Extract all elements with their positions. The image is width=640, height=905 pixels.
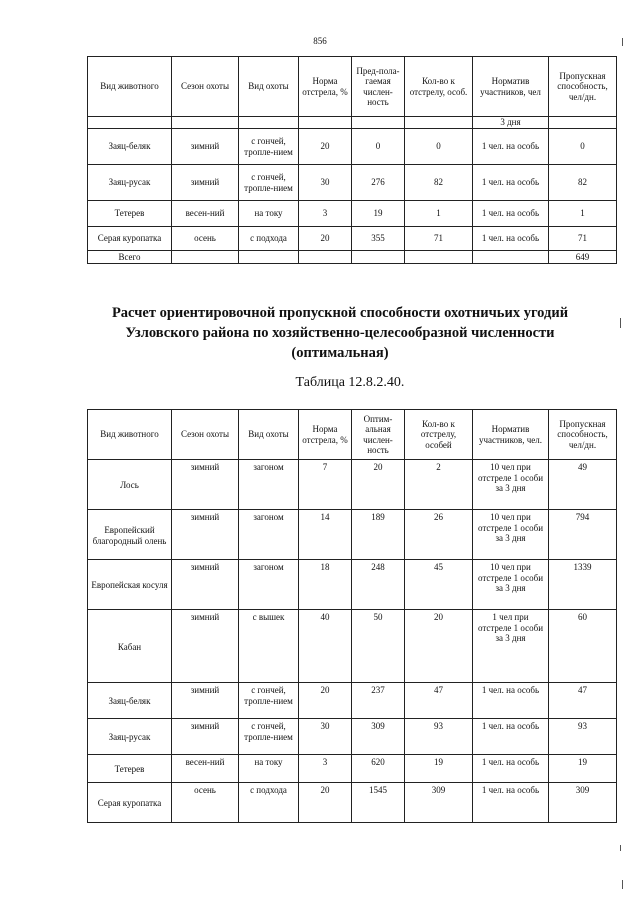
- cell: с подхода: [239, 227, 299, 251]
- cell: 82: [549, 165, 617, 201]
- cell: 309: [549, 783, 617, 823]
- cell: 0: [549, 129, 617, 165]
- cell: 10 чел при отстреле 1 особи за 3 дня: [473, 460, 549, 510]
- cell: 20: [405, 610, 473, 683]
- cell: 3: [299, 755, 352, 783]
- cell: 30: [299, 165, 352, 201]
- cell: 7: [299, 460, 352, 510]
- table-row: [88, 201, 617, 227]
- cell: зимний: [172, 510, 239, 560]
- cell: загоном: [239, 460, 299, 510]
- cell: 49: [549, 460, 617, 510]
- cell: 20: [299, 129, 352, 165]
- table-row: [88, 755, 617, 783]
- scan-edge-mark: [622, 38, 623, 46]
- cell: Лось: [88, 460, 172, 510]
- table-bottom: [87, 409, 617, 823]
- cell: осень: [172, 783, 239, 823]
- table-header-row: [88, 57, 617, 117]
- cell: Заяц-беляк: [88, 129, 172, 165]
- header-cell: Пред-пола-гаемая числен-ность: [352, 57, 405, 117]
- cell: с вышек: [239, 610, 299, 683]
- cell: 19: [352, 201, 405, 227]
- cell: 47: [405, 683, 473, 719]
- cell: загоном: [239, 510, 299, 560]
- cell: 0: [405, 129, 473, 165]
- cell: 30: [299, 719, 352, 755]
- cell: 1: [405, 201, 473, 227]
- cell: 276: [352, 165, 405, 201]
- table-row: [88, 560, 617, 610]
- cell: зимний: [172, 719, 239, 755]
- cell: зимний: [172, 460, 239, 510]
- header-cell: Норма отстрела, %: [299, 410, 352, 460]
- cell: с гончей, тропле-нием: [239, 719, 299, 755]
- cell: 93: [405, 719, 473, 755]
- cell: 1 чел. на особь: [473, 129, 549, 165]
- cell: 1 чел. на особь: [473, 683, 549, 719]
- header-cell: Пропускная способность, чел/дн.: [549, 57, 617, 117]
- section-heading: [60, 303, 620, 363]
- cell: 20: [299, 783, 352, 823]
- cell: 47: [549, 683, 617, 719]
- table-row: [88, 783, 617, 823]
- cell: 82: [405, 165, 473, 201]
- cell: 189: [352, 510, 405, 560]
- cell: Серая куропатка: [88, 783, 172, 823]
- cell: 20: [352, 460, 405, 510]
- table-row: [88, 227, 617, 251]
- cell: 620: [352, 755, 405, 783]
- table-row: [88, 719, 617, 755]
- cell: 10 чел при отстреле 1 особи за 3 дня: [473, 510, 549, 560]
- cell: 2: [405, 460, 473, 510]
- cell: 0: [352, 129, 405, 165]
- cell: 1339: [549, 560, 617, 610]
- cell: Европейская косуля: [88, 560, 172, 610]
- header-cell: Норма отстрела, %: [299, 57, 352, 117]
- header-cell: Вид животного: [88, 57, 172, 117]
- cell: 45: [405, 560, 473, 610]
- cell: с гончей, тропле-нием: [239, 683, 299, 719]
- cell: с гончей, тропле-нием: [239, 129, 299, 165]
- header-cell: Оптим-альная числен-ность: [352, 410, 405, 460]
- cell: Заяц-русак: [88, 165, 172, 201]
- cell: загоном: [239, 560, 299, 610]
- cell: Тетерев: [88, 201, 172, 227]
- cell: 26: [405, 510, 473, 560]
- header-cell: Вид охоты: [239, 410, 299, 460]
- table-row: [88, 610, 617, 683]
- scan-edge-mark: [620, 845, 621, 851]
- cell: 60: [549, 610, 617, 683]
- cell: 19: [405, 755, 473, 783]
- heading-line: Расчет ориентировочной пропускной способности охотничьих угодий: [111, 305, 569, 321]
- header-cell: Сезон охоты: [172, 57, 239, 117]
- table-row: [88, 460, 617, 510]
- scan-edge-mark: [622, 880, 623, 889]
- cell: 1: [549, 201, 617, 227]
- cell: 237: [352, 683, 405, 719]
- cell: с гончей, тропле-нием: [239, 165, 299, 201]
- cell: зимний: [172, 129, 239, 165]
- cell: 93: [549, 719, 617, 755]
- cell: с подхода: [239, 783, 299, 823]
- table-total-row: [88, 251, 617, 264]
- cell: 1 чел. на особь: [473, 227, 549, 251]
- cell: зимний: [172, 165, 239, 201]
- header-cell: Вид животного: [88, 410, 172, 460]
- scan-edge-mark: [620, 318, 621, 328]
- cell: 355: [352, 227, 405, 251]
- cell: 1 чел. на особь: [473, 755, 549, 783]
- header-cell: Пропускная способность, чел/дн.: [549, 410, 617, 460]
- total-value: 649: [549, 251, 617, 264]
- cell: 1 чел. на особь: [473, 201, 549, 227]
- cell: 71: [405, 227, 473, 251]
- cell: 3: [299, 201, 352, 227]
- table-note-row: [88, 117, 617, 129]
- heading-line: (оптимальная): [291, 345, 389, 361]
- table-top: [87, 56, 617, 264]
- table-header-row: [88, 410, 617, 460]
- cell: 309: [405, 783, 473, 823]
- cell: Тетерев: [88, 755, 172, 783]
- table-row: [88, 129, 617, 165]
- cell: зимний: [172, 610, 239, 683]
- cell: 1 чел. на особь: [473, 719, 549, 755]
- cell: 10 чел при отстреле 1 особи за 3 дня: [473, 560, 549, 610]
- cell: зимний: [172, 683, 239, 719]
- cell: осень: [172, 227, 239, 251]
- table-row: [88, 165, 617, 201]
- cell: Заяц-беляк: [88, 683, 172, 719]
- cell: 794: [549, 510, 617, 560]
- header-cell: Норматив участников, чел: [473, 57, 549, 117]
- cell: Заяц-русак: [88, 719, 172, 755]
- cell: 20: [299, 227, 352, 251]
- cell: 14: [299, 510, 352, 560]
- cell: 71: [549, 227, 617, 251]
- total-label: Всего: [88, 251, 172, 264]
- cell: Кабан: [88, 610, 172, 683]
- cell: 1545: [352, 783, 405, 823]
- cell: 40: [299, 610, 352, 683]
- cell: 50: [352, 610, 405, 683]
- cell: на току: [239, 201, 299, 227]
- cell: 1 чел. на особь: [473, 165, 549, 201]
- cell: весен-ний: [172, 755, 239, 783]
- cell: зимний: [172, 560, 239, 610]
- header-cell: Норматив участников, чел.: [473, 410, 549, 460]
- header-cell: Вид охоты: [239, 57, 299, 117]
- heading-line: Узловского района по хозяйственно-целесообразной численности: [125, 325, 555, 341]
- page-number: 856: [313, 36, 327, 46]
- cell: Европейский благородный олень: [88, 510, 172, 560]
- header-cell: Кол-во к отстрелу, особей: [405, 410, 473, 460]
- cell: Серая куропатка: [88, 227, 172, 251]
- table-caption: Таблица 12.8.2.40.: [295, 375, 405, 390]
- header-cell: Кол-во к отстрелу, особ.: [405, 57, 473, 117]
- header-cell: Сезон охоты: [172, 410, 239, 460]
- cell: 19: [549, 755, 617, 783]
- cell: 1 чел при отстреле 1 особи за 3 дня: [473, 610, 549, 683]
- table-row: [88, 510, 617, 560]
- cell: весен-ний: [172, 201, 239, 227]
- note-cell: 3 дня: [473, 117, 549, 129]
- table-row: [88, 683, 617, 719]
- cell: 20: [299, 683, 352, 719]
- cell: 309: [352, 719, 405, 755]
- cell: 18: [299, 560, 352, 610]
- cell: 248: [352, 560, 405, 610]
- cell: 1 чел. на особь: [473, 783, 549, 823]
- cell: на току: [239, 755, 299, 783]
